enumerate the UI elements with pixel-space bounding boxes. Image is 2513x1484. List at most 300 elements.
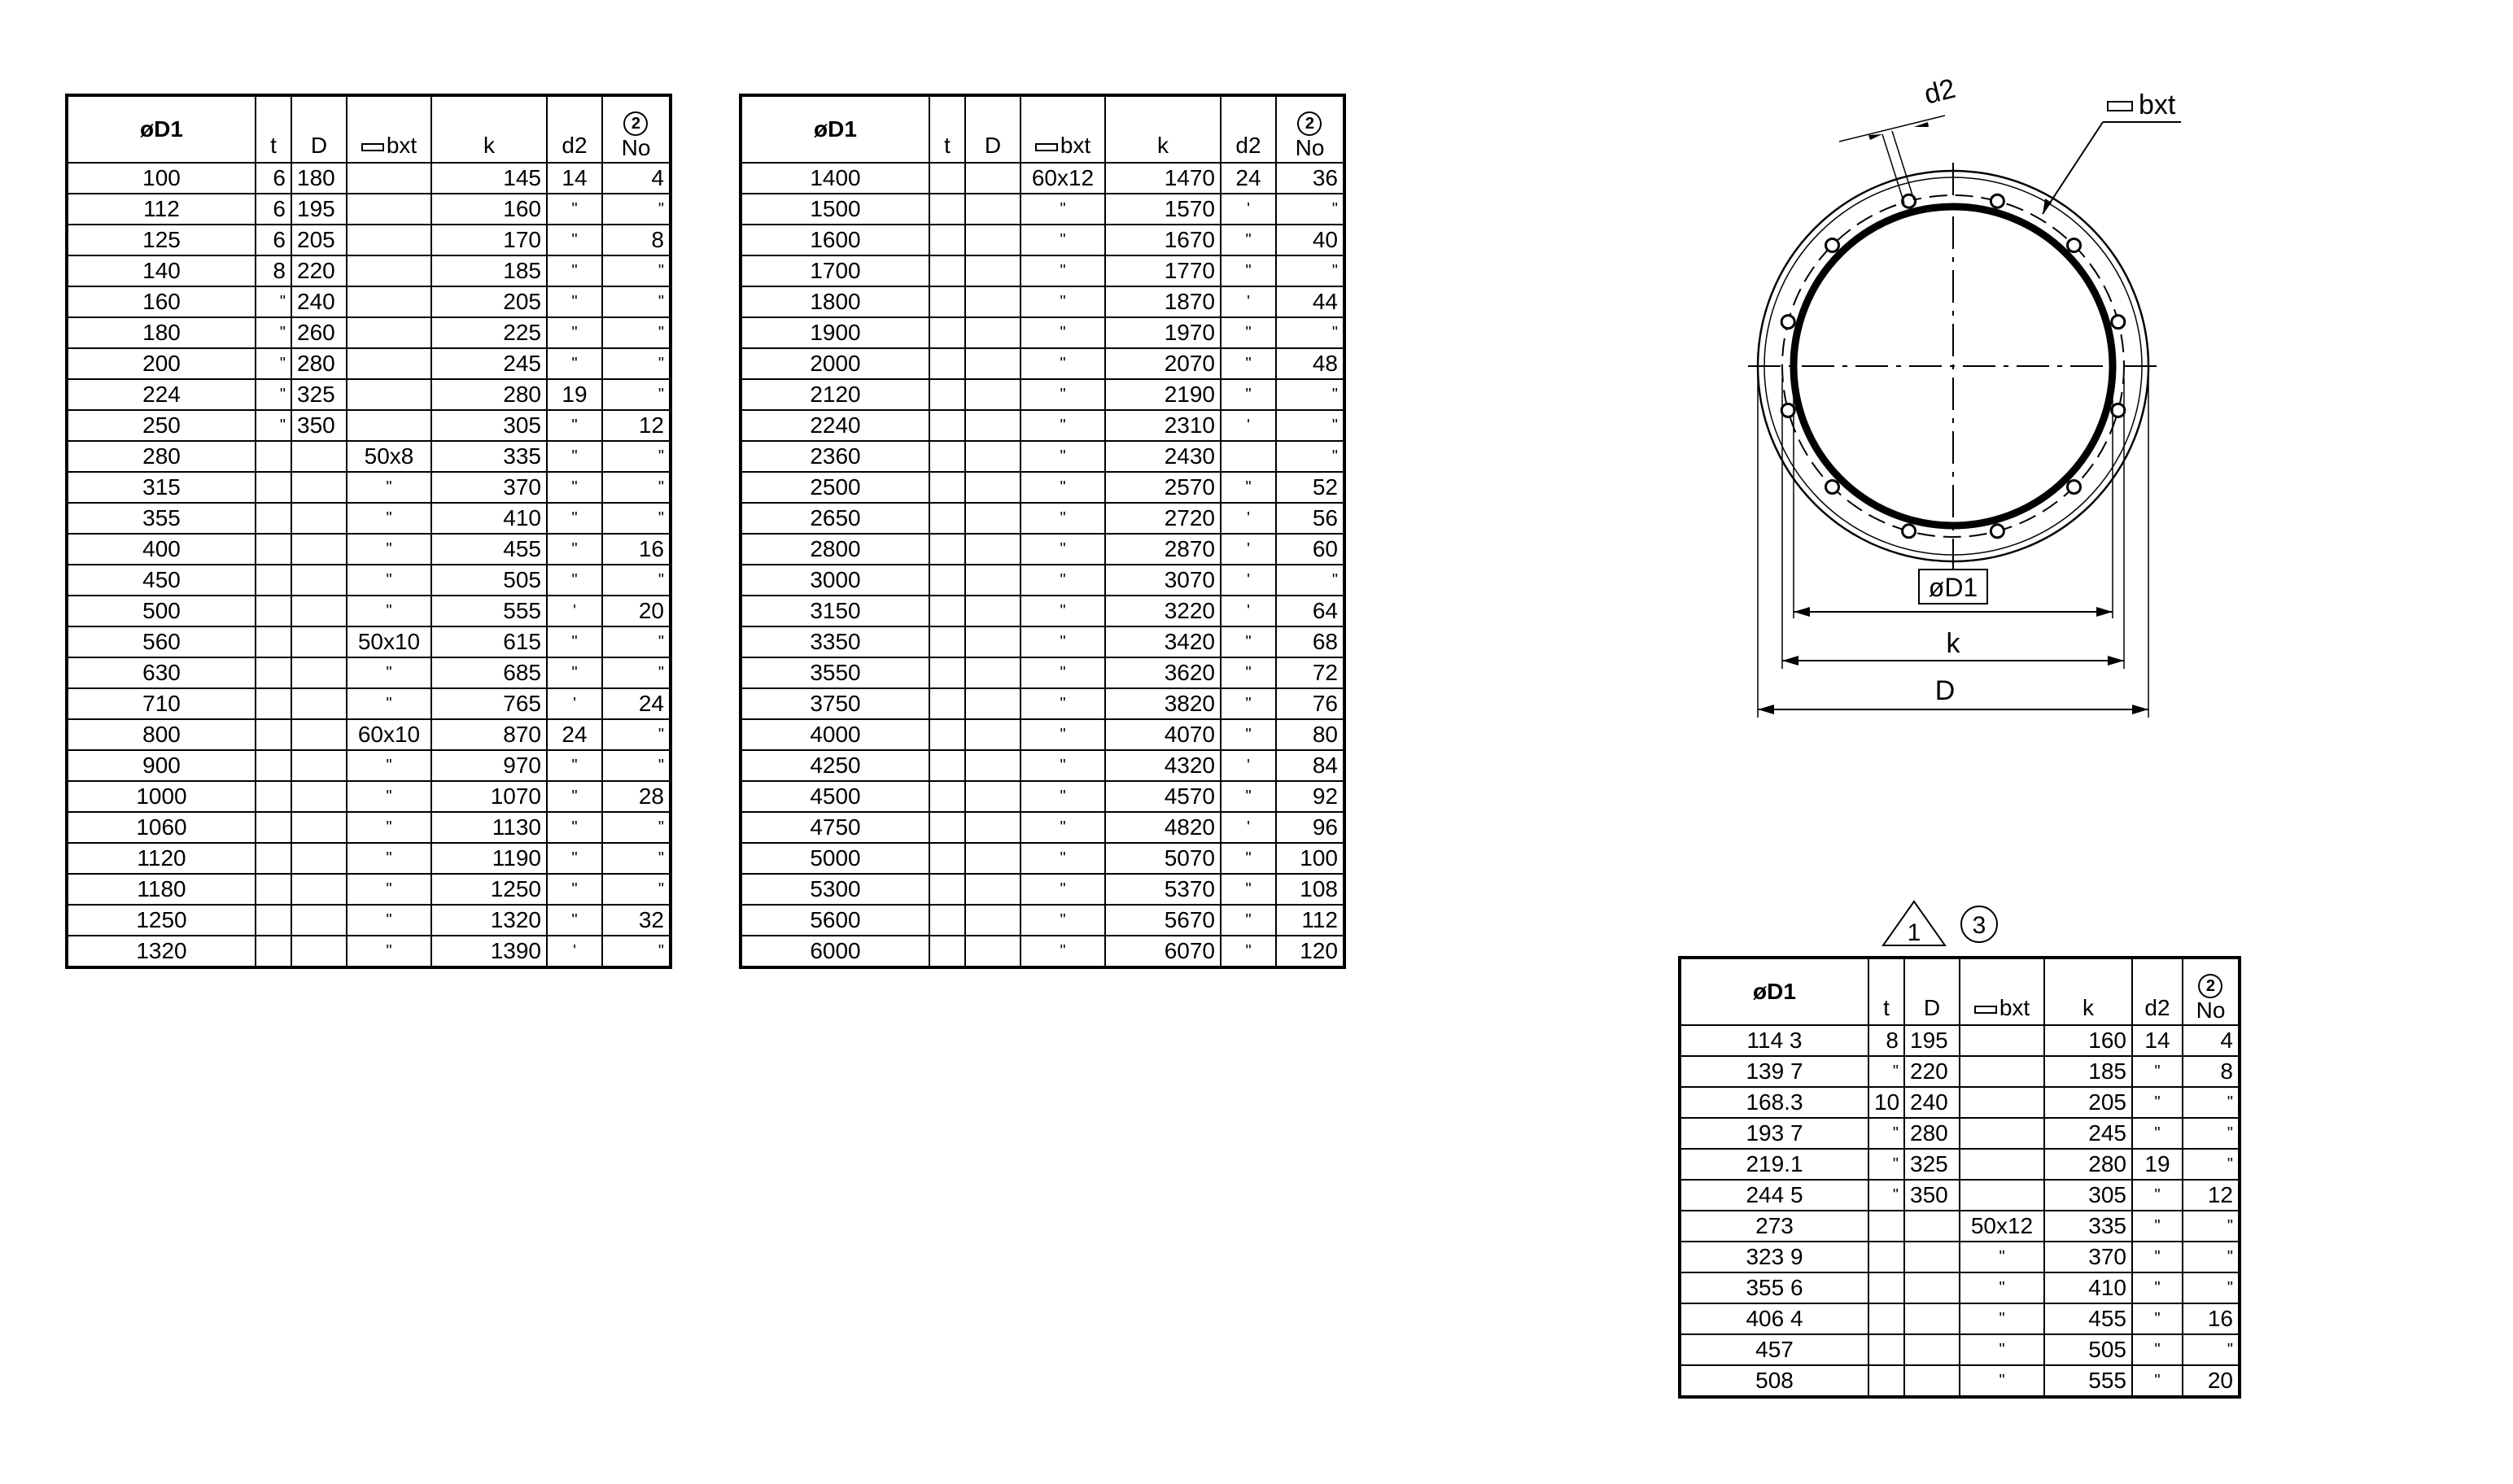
cell-D: [965, 781, 1020, 812]
cell-no: 96: [1276, 812, 1344, 843]
cell-d2: ': [1221, 812, 1276, 843]
cell-bxt: 50x10: [347, 626, 431, 657]
cell-no: 4: [602, 163, 671, 194]
cell-t: [929, 905, 965, 936]
cell-D: 280: [1904, 1118, 1960, 1149]
cell-k: 6070: [1105, 936, 1221, 967]
cell-D: [291, 503, 347, 534]
cell-bxt: [347, 163, 431, 194]
cell-k: 1570: [1105, 194, 1221, 225]
cell-t: [929, 163, 965, 194]
cell-D: [965, 843, 1020, 874]
cell-bxt: 50x8: [347, 441, 431, 472]
col-D-header: D: [291, 95, 347, 163]
cell-bxt: ": [1020, 286, 1105, 317]
cell-k: 505: [2044, 1334, 2132, 1365]
col-d1-header: øD1: [67, 95, 256, 163]
cell-d1: 710: [67, 688, 256, 719]
table-row: [67, 410, 671, 441]
cell-d1: 244 5: [1680, 1180, 1868, 1211]
cell-D: 220: [1904, 1056, 1960, 1087]
table-row: [67, 163, 671, 194]
cell-D: [291, 812, 347, 843]
cell-d2: ': [1221, 286, 1276, 317]
cell-no: 16: [2183, 1303, 2240, 1334]
bolt-hole: [1991, 525, 2004, 538]
cell-bxt: ": [1020, 936, 1105, 967]
table-row: [67, 688, 671, 719]
cell-t: [929, 472, 965, 503]
table-row: [1680, 1365, 2240, 1397]
cell-t: [929, 317, 965, 348]
cell-D: [291, 719, 347, 750]
cell-d2: ": [547, 874, 602, 905]
cell-bxt: 60x10: [347, 719, 431, 750]
col-D-header: D: [1904, 958, 1960, 1025]
cell-d1: 180: [67, 317, 256, 348]
d2-arrow-left: [1868, 134, 1882, 140]
cell-t: [929, 812, 965, 843]
cell-t: [929, 194, 965, 225]
cell-D: [965, 812, 1020, 843]
D-label: D: [1934, 675, 1956, 706]
cell-k: 1470: [1105, 163, 1221, 194]
table-row: [67, 843, 671, 874]
cell-t: 6: [256, 163, 291, 194]
cell-k: 3420: [1105, 626, 1221, 657]
cell-D: [965, 503, 1020, 534]
cell-D: 260: [291, 317, 347, 348]
cell-bxt: ": [1020, 503, 1105, 534]
cell-t: [256, 472, 291, 503]
cell-d2: ': [547, 596, 602, 626]
note-3-number: 3: [1972, 912, 1986, 939]
cell-d1: 2000: [741, 348, 929, 379]
cell-d1: 3550: [741, 657, 929, 688]
cell-d1: 3000: [741, 565, 929, 596]
cell-d2: ": [1221, 936, 1276, 967]
cell-k: 2870: [1105, 534, 1221, 565]
cell-bxt: ": [1020, 657, 1105, 688]
cell-bxt: [347, 317, 431, 348]
cell-bxt: [347, 286, 431, 317]
table-row: [741, 719, 1344, 750]
cell-no: 24: [602, 688, 671, 719]
cell-d2: ": [547, 225, 602, 255]
cell-k: 870: [431, 719, 547, 750]
cell-bxt: ": [1020, 194, 1105, 225]
bolt-hole: [1903, 525, 1916, 538]
cell-d1: 560: [67, 626, 256, 657]
cell-bxt: ": [347, 750, 431, 781]
cell-t: [929, 348, 965, 379]
cell-D: 350: [291, 410, 347, 441]
table-row: [741, 194, 1344, 225]
cell-no: ": [2183, 1334, 2240, 1365]
cell-k: 685: [431, 657, 547, 688]
cell-bxt: ": [347, 565, 431, 596]
cell-k: 170: [431, 225, 547, 255]
cell-d1: 450: [67, 565, 256, 596]
table-row: [1680, 1211, 2240, 1242]
table-body: [67, 163, 671, 967]
cell-k: 4820: [1105, 812, 1221, 843]
cell-t: [929, 225, 965, 255]
cell-d1: 6000: [741, 936, 929, 967]
cell-bxt: ": [347, 596, 431, 626]
cell-D: [965, 750, 1020, 781]
bolt-hole: [2068, 239, 2081, 252]
cell-d1: 1400: [741, 163, 929, 194]
note-2-circle-icon: 2: [623, 111, 648, 136]
d2-dimension-line: [1839, 116, 1945, 142]
cell-d2: ": [1221, 317, 1276, 348]
cell-t: [256, 874, 291, 905]
table-row: [67, 905, 671, 936]
table-row: [67, 812, 671, 843]
cell-k: 245: [2044, 1118, 2132, 1149]
cell-no: ": [2183, 1118, 2240, 1149]
cell-bxt: ": [1960, 1272, 2044, 1303]
cell-D: 220: [291, 255, 347, 286]
table-row: [741, 750, 1344, 781]
cell-d2: ": [547, 441, 602, 472]
cell-no: ": [602, 936, 671, 967]
cell-t: [256, 688, 291, 719]
cell-no: ": [602, 379, 671, 410]
table-row: [741, 503, 1344, 534]
cell-t: [256, 781, 291, 812]
cell-d2: ": [547, 750, 602, 781]
cell-t: 6: [256, 225, 291, 255]
table-row: [741, 317, 1344, 348]
cell-d1: 160: [67, 286, 256, 317]
col-d1-header: øD1: [1680, 958, 1868, 1025]
cell-d1: 900: [67, 750, 256, 781]
cell-d1: 400: [67, 534, 256, 565]
cell-t: [1868, 1211, 1904, 1242]
cell-d2: ": [2132, 1087, 2183, 1118]
cell-d1: 406 4: [1680, 1303, 1868, 1334]
table-row: [67, 719, 671, 750]
cell-k: 335: [2044, 1211, 2132, 1242]
cell-no: 84: [1276, 750, 1344, 781]
cell-bxt: ": [1020, 596, 1105, 626]
cell-t: ": [1868, 1118, 1904, 1149]
cell-t: [929, 750, 965, 781]
cell-k: 765: [431, 688, 547, 719]
cell-t: ": [1868, 1056, 1904, 1087]
table-row: [741, 781, 1344, 812]
cell-d2: ": [2132, 1180, 2183, 1211]
revision-triangle-number: 1: [1907, 919, 1921, 946]
table-row: [1680, 1149, 2240, 1180]
cell-D: [291, 843, 347, 874]
cell-d1: 1120: [67, 843, 256, 874]
cell-k: 280: [2044, 1149, 2132, 1180]
cell-D: [965, 936, 1020, 967]
col-bxt-header: bxt: [1020, 95, 1105, 163]
cell-d2: ": [547, 657, 602, 688]
cell-bxt: [1960, 1056, 2044, 1087]
cell-t: ": [1868, 1180, 1904, 1211]
cell-d2: ": [2132, 1211, 2183, 1242]
cell-no: 16: [602, 534, 671, 565]
cell-d2: ": [547, 255, 602, 286]
table-body: [1680, 1025, 2240, 1397]
cell-k: 1970: [1105, 317, 1221, 348]
cell-bxt: ": [347, 936, 431, 967]
cell-bxt: [347, 255, 431, 286]
cell-no: 44: [1276, 286, 1344, 317]
cell-bxt: [347, 410, 431, 441]
cell-D: [965, 163, 1020, 194]
cell-k: 1770: [1105, 255, 1221, 286]
cell-t: [929, 534, 965, 565]
cell-D: [291, 936, 347, 967]
cell-bxt: ": [1020, 750, 1105, 781]
cell-bxt: [347, 194, 431, 225]
cell-D: [1904, 1365, 1960, 1397]
cell-k: 205: [2044, 1087, 2132, 1118]
cell-k: 5370: [1105, 874, 1221, 905]
cell-bxt: ": [347, 874, 431, 905]
cell-no: ": [1276, 255, 1344, 286]
cell-t: [929, 719, 965, 750]
cell-t: [929, 565, 965, 596]
table-row: [67, 534, 671, 565]
cell-t: ": [256, 286, 291, 317]
cell-bxt: [1960, 1180, 2044, 1211]
cell-no: ": [602, 843, 671, 874]
cell-D: [965, 472, 1020, 503]
cell-no: ": [1276, 379, 1344, 410]
cell-bxt: ": [347, 781, 431, 812]
cell-d2: ': [1221, 410, 1276, 441]
cell-d2: ': [1221, 503, 1276, 534]
cell-t: ": [256, 317, 291, 348]
cell-D: [965, 286, 1020, 317]
cell-d2: ": [2132, 1303, 2183, 1334]
cell-D: [1904, 1334, 1960, 1365]
cell-d2: ": [1221, 626, 1276, 657]
cell-D: [1904, 1242, 1960, 1272]
cell-d1: 508: [1680, 1365, 1868, 1397]
cell-k: 2070: [1105, 348, 1221, 379]
cell-no: ": [2183, 1242, 2240, 1272]
cell-d2: [1221, 441, 1276, 472]
cell-k: 4320: [1105, 750, 1221, 781]
cell-bxt: [1960, 1118, 2044, 1149]
cell-no: ": [602, 565, 671, 596]
cell-d2: ": [2132, 1365, 2183, 1397]
cell-bxt: ": [1020, 688, 1105, 719]
table-row: [67, 874, 671, 905]
cell-no: 120: [1276, 936, 1344, 967]
cell-bxt: ": [1960, 1242, 2044, 1272]
cell-t: [929, 441, 965, 472]
table-row: [1680, 1056, 2240, 1087]
table-row: [67, 657, 671, 688]
cell-D: [291, 688, 347, 719]
cell-k: 4070: [1105, 719, 1221, 750]
cell-bxt: ": [347, 472, 431, 503]
cell-k: 2430: [1105, 441, 1221, 472]
col-d1-header: øD1: [741, 95, 929, 163]
cell-D: [1904, 1211, 1960, 1242]
cell-d1: 5000: [741, 843, 929, 874]
col-t-header: t: [256, 95, 291, 163]
cell-no: ": [602, 812, 671, 843]
cell-no: 36: [1276, 163, 1344, 194]
table-row: [1680, 1303, 2240, 1334]
cell-no: 48: [1276, 348, 1344, 379]
cell-d1: 5300: [741, 874, 929, 905]
cell-d2: ": [1221, 905, 1276, 936]
bolt-hole: [1826, 239, 1839, 252]
cell-d1: 630: [67, 657, 256, 688]
table-row: [741, 812, 1344, 843]
cell-d1: 200: [67, 348, 256, 379]
flange-table-2: [739, 94, 1346, 969]
cell-d1: 273: [1680, 1211, 1868, 1242]
cell-d1: 355: [67, 503, 256, 534]
cell-D: [291, 441, 347, 472]
table-header-row: [741, 95, 1344, 163]
cell-d2: ': [547, 936, 602, 967]
cell-no: ": [1276, 317, 1344, 348]
cell-no: 108: [1276, 874, 1344, 905]
cell-d1: 3750: [741, 688, 929, 719]
cell-t: [1868, 1365, 1904, 1397]
cell-bxt: [1960, 1149, 2044, 1180]
cell-d1: 4500: [741, 781, 929, 812]
cell-D: [965, 534, 1020, 565]
cell-k: 2720: [1105, 503, 1221, 534]
cell-d1: 140: [67, 255, 256, 286]
cell-k: 1320: [431, 905, 547, 936]
cell-no: 76: [1276, 688, 1344, 719]
table-row: [741, 255, 1344, 286]
cell-t: [929, 688, 965, 719]
cell-t: [256, 750, 291, 781]
k-label: k: [1946, 628, 1960, 659]
cell-bxt: ": [1020, 410, 1105, 441]
cell-d2: ": [1221, 657, 1276, 688]
cell-d1: 323 9: [1680, 1242, 1868, 1272]
flat-bar-icon: [1035, 143, 1058, 151]
cell-k: 185: [431, 255, 547, 286]
cell-D: [291, 534, 347, 565]
cell-d2: ": [1221, 348, 1276, 379]
cell-no: ": [1276, 441, 1344, 472]
cell-D: 195: [291, 194, 347, 225]
cell-d1: 3350: [741, 626, 929, 657]
cell-d1: 1060: [67, 812, 256, 843]
cell-no: ": [602, 503, 671, 534]
cell-k: 3070: [1105, 565, 1221, 596]
cell-no: 68: [1276, 626, 1344, 657]
cell-t: 6: [256, 194, 291, 225]
cell-t: [256, 441, 291, 472]
table-row: [67, 317, 671, 348]
cell-bxt: [347, 379, 431, 410]
cell-bxt: ": [1020, 534, 1105, 565]
bolt-hole: [2112, 404, 2125, 417]
cell-bxt: ": [347, 503, 431, 534]
cell-t: [256, 626, 291, 657]
cell-k: 1390: [431, 936, 547, 967]
cell-no: 80: [1276, 719, 1344, 750]
cell-no: ": [602, 874, 671, 905]
cell-d1: 2120: [741, 379, 929, 410]
cell-t: [256, 503, 291, 534]
cell-no: 52: [1276, 472, 1344, 503]
bolt-hole: [2068, 481, 2081, 494]
cell-no: 56: [1276, 503, 1344, 534]
cell-d2: ": [547, 565, 602, 596]
table-header-row: [1680, 958, 2240, 1025]
d2-label: d2: [1921, 72, 1959, 111]
table-row: [67, 596, 671, 626]
cell-t: [929, 255, 965, 286]
col-bxt-header: bxt: [347, 95, 431, 163]
cell-t: [929, 379, 965, 410]
table-row: [67, 194, 671, 225]
table-row: [1680, 1242, 2240, 1272]
cell-k: 245: [431, 348, 547, 379]
cell-k: 370: [431, 472, 547, 503]
col-no-header: 2 No: [602, 95, 671, 163]
cell-d1: 4000: [741, 719, 929, 750]
cell-d2: ": [2132, 1118, 2183, 1149]
cell-no: 12: [2183, 1180, 2240, 1211]
cell-k: 2310: [1105, 410, 1221, 441]
cell-bxt: [347, 225, 431, 255]
cell-D: [965, 410, 1020, 441]
cell-no: ": [2183, 1149, 2240, 1180]
table-row: [67, 936, 671, 967]
cell-d1: 2650: [741, 503, 929, 534]
table-row: [67, 441, 671, 472]
cell-D: [965, 317, 1020, 348]
cell-d2: ": [547, 843, 602, 874]
col-k-header: k: [2044, 958, 2132, 1025]
cell-k: 1190: [431, 843, 547, 874]
cell-d1: 193 7: [1680, 1118, 1868, 1149]
cell-D: 195: [1904, 1025, 1960, 1056]
col-t-header: t: [1868, 958, 1904, 1025]
cell-d2: ': [1221, 750, 1276, 781]
table-row: [1680, 1118, 2240, 1149]
cell-D: 180: [291, 163, 347, 194]
cell-d1: 1250: [67, 905, 256, 936]
table-row: [1680, 1180, 2240, 1211]
cell-bxt: ": [347, 843, 431, 874]
table-row: [67, 781, 671, 812]
cell-bxt: [347, 348, 431, 379]
cell-D: [291, 905, 347, 936]
cell-d2: ": [1221, 781, 1276, 812]
cell-k: 205: [431, 286, 547, 317]
cell-k: 505: [431, 565, 547, 596]
cell-t: [256, 565, 291, 596]
cell-t: [1868, 1272, 1904, 1303]
table-row: [741, 843, 1344, 874]
cell-t: 8: [256, 255, 291, 286]
cell-d2: ": [547, 472, 602, 503]
cell-no: ": [602, 317, 671, 348]
